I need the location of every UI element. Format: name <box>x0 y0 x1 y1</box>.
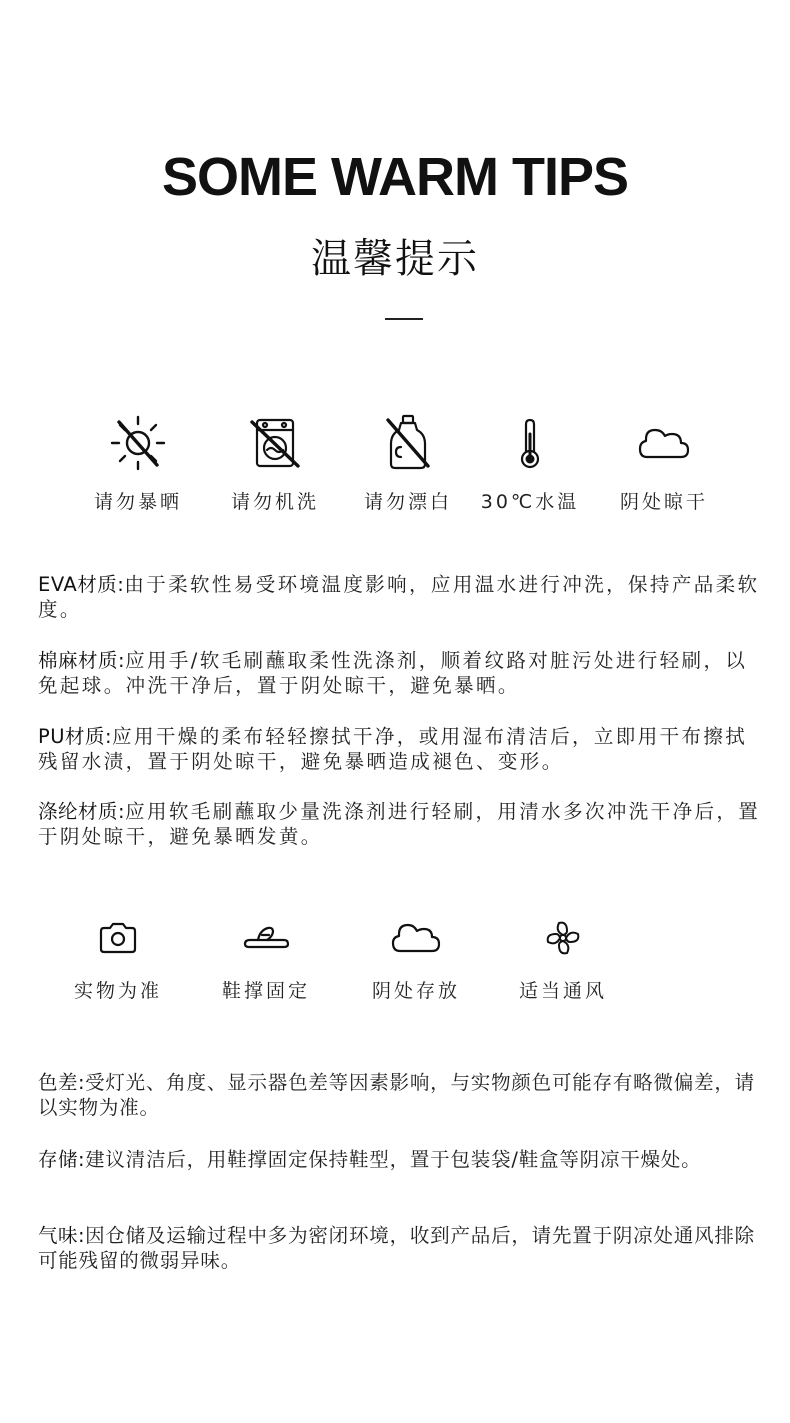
storage-note-heading: 存储: <box>38 1148 86 1171</box>
storage-note-odor <box>38 1223 768 1273</box>
care-label-no-machine-wash: 请勿机洗 <box>230 491 319 513</box>
care-label-shade-dry: 阴处晾干 <box>619 491 708 513</box>
care-label-no-bleach: 请勿漂白 <box>363 491 452 513</box>
storage-item-shade-store <box>346 918 486 1003</box>
care-note-text: 由于柔软性易受环境温度影响，应用温水进行冲洗，保持产品柔软度。 <box>38 573 760 621</box>
page-title-cn: 温馨提示 <box>311 236 479 282</box>
storage-label-shoe-tree: 鞋撑固定 <box>221 980 310 1002</box>
thermometer-icon <box>495 412 565 472</box>
storage-item-ventilate <box>493 918 633 1003</box>
care-label-water-temp: 30℃水温 <box>480 491 580 513</box>
title-divider <box>385 318 423 320</box>
storage-note-heading: 色差: <box>38 1071 86 1094</box>
care-note-heading: PU材质: <box>38 725 113 748</box>
care-note-heading: 涤纶材质: <box>38 800 126 823</box>
care-item-shade-dry <box>594 412 734 514</box>
cloud-icon <box>629 412 699 472</box>
storage-note-text: 受灯光、角度、显示器色差等因素影响，与实物颜色可能存有略微偏差，请以实物为准。 <box>38 1071 755 1119</box>
care-note-eva <box>38 572 768 622</box>
fan-icon <box>533 918 593 958</box>
camera-icon <box>88 918 148 958</box>
shoe-tree-icon <box>236 918 296 958</box>
no-machine-wash-icon <box>240 412 310 472</box>
storage-note-text: 因仓储及运输过程中多为密闭环境，收到产品后，请先置于阴凉处通风排除可能残留的微弱异味。 <box>38 1224 755 1272</box>
care-item-no-bleach <box>338 412 478 514</box>
page-title-en: SOME WARM TIPS <box>161 147 628 207</box>
care-note-text: 应用干燥的柔布轻轻擦拭干净，或用湿布清洁后，立即用干布擦拭残留水渍，置于阴处晾干，避免暴晒造成褪色、变形。 <box>38 725 748 773</box>
storage-item-actual <box>48 918 188 1003</box>
storage-note-color <box>38 1070 768 1120</box>
storage-item-shoe-tree <box>196 918 336 1003</box>
care-note-polyester <box>38 799 768 849</box>
storage-note-text: 建议清洁后，用鞋撑固定保持鞋型，置于包装袋/鞋盒等阴凉干燥处。 <box>85 1148 702 1171</box>
cloud-icon <box>386 918 446 958</box>
storage-label-shade-store: 阴处存放 <box>371 980 460 1002</box>
care-item-water-temp <box>460 412 600 514</box>
no-bleach-icon <box>373 412 443 472</box>
care-note-heading: 棉麻材质: <box>38 649 126 672</box>
care-note-text: 应用软毛刷蘸取少量洗涤剂进行轻刷，用清水多次冲洗干净后，置于阴处晾干，避免暴晒发黄。 <box>38 800 761 848</box>
care-item-no-sun <box>68 412 208 514</box>
care-note-pu <box>38 724 768 774</box>
storage-note-storage <box>38 1147 768 1172</box>
care-note-cotton-linen <box>38 648 768 698</box>
care-note-text: 应用手/软毛刷蘸取柔性洗涤剂，顺着纹路对脏污处进行轻刷，以免起球。冲洗干净后，置于阴处晾干，避免暴晒。 <box>38 649 748 697</box>
storage-label-ventilate: 适当通风 <box>518 980 607 1002</box>
care-label-no-sun: 请勿暴晒 <box>93 491 182 513</box>
storage-label-actual: 实物为准 <box>73 980 162 1002</box>
care-item-no-machine-wash <box>205 412 345 514</box>
care-note-heading: EVA材质: <box>38 573 125 596</box>
storage-note-heading: 气味: <box>38 1224 86 1247</box>
no-sun-icon <box>103 412 173 472</box>
